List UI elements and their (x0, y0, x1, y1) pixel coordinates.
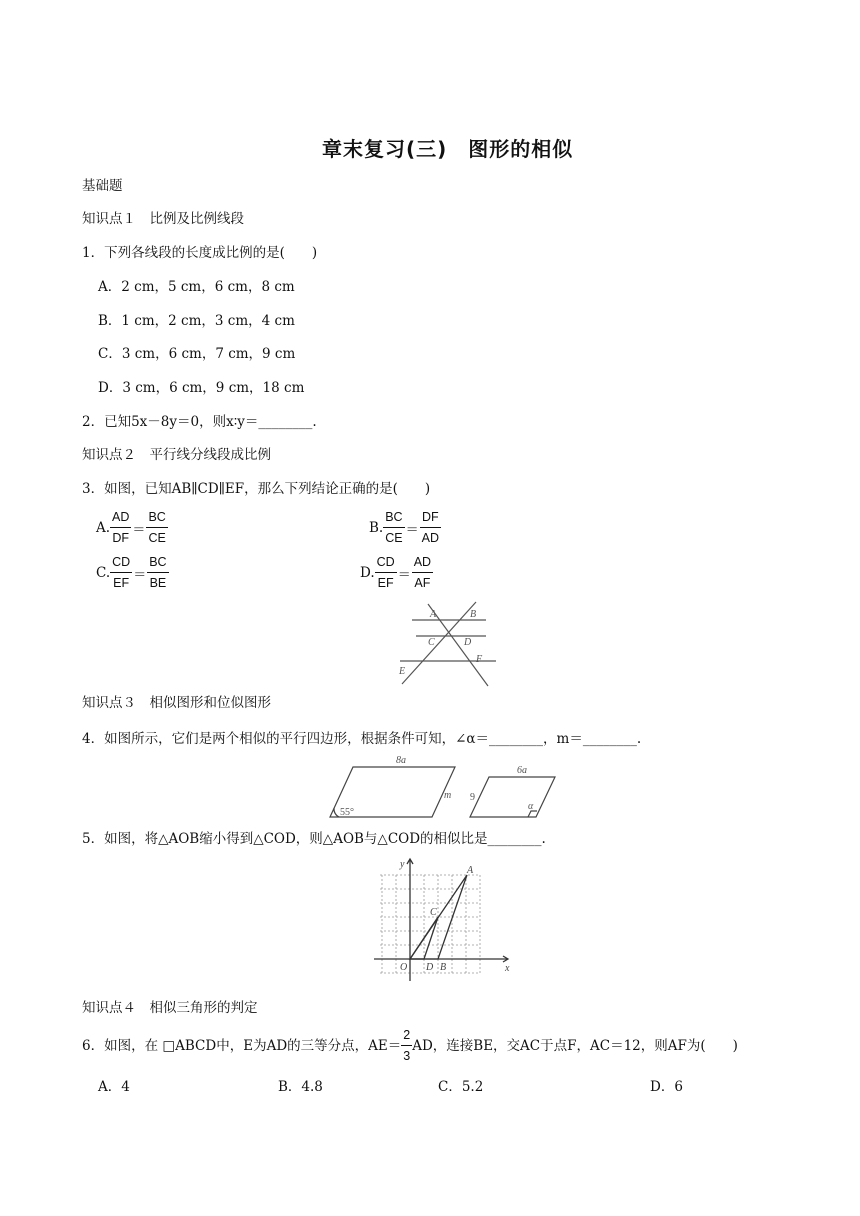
fraction (110, 555, 132, 591)
numerator: BC (383, 510, 404, 528)
q6-stem (82, 1028, 738, 1064)
label-a: A (467, 865, 474, 876)
q6-option-a: A．4 (98, 1079, 130, 1095)
label-55-degree: 55° (340, 807, 354, 818)
q3-parallel-lines-figure (390, 598, 500, 688)
fraction (383, 510, 404, 546)
knowledge-point-2: 知识点２ 平行线分线段成比例 (82, 447, 271, 463)
fraction (146, 510, 167, 546)
denominator: BE (149, 576, 167, 590)
fraction (110, 510, 131, 546)
option-letter: C. (96, 565, 111, 581)
fraction (412, 555, 433, 591)
q3-option-a (96, 510, 168, 546)
q6-option-d: D．6 (650, 1079, 683, 1095)
equals-sign: ＝ (405, 522, 419, 538)
numerator: CD (375, 555, 397, 573)
label-c: C (430, 907, 437, 918)
knowledge-point-3: 知识点３ 相似图形和位似图形 (82, 695, 271, 711)
label-alpha: α (528, 801, 534, 812)
denominator: AD (421, 531, 439, 545)
numerator: AD (110, 510, 131, 528)
label-b: B (440, 962, 447, 973)
denominator: DF (112, 531, 130, 545)
q4-stem: 4．如图所示，它们是两个相似的平行四边形，根据条件可知，∠α＝________，m＝________. (82, 731, 642, 747)
knowledge-point-4: 知识点４ 相似三角形的判定 (82, 1000, 258, 1016)
numerator: DF (420, 510, 441, 528)
label-x: x (505, 963, 510, 974)
q1-option-d: D．3 cm，6 cm，9 cm，18 cm (98, 380, 305, 396)
fraction-two-thirds (401, 1028, 412, 1064)
q4-parallelograms-figure (320, 755, 570, 823)
equals-sign: ＝ (397, 567, 411, 583)
q1-stem: 1．下列各线段的长度成比例的是( ) (82, 245, 318, 261)
label-c: C (428, 637, 435, 648)
label-y: y (400, 859, 405, 870)
q6-stem-end: AD，连接BE，交AC于点F，AC＝12，则AF为( ) (412, 1038, 738, 1054)
numerator: AD (412, 555, 433, 573)
label-8a: 8a (396, 755, 406, 766)
denominator: 3 (403, 1049, 411, 1063)
option-letter: A. (96, 520, 111, 536)
q6-option-b: B．4.8 (278, 1079, 323, 1095)
angle-55-arc (334, 808, 339, 817)
denominator: AF (414, 576, 431, 590)
q3-option-b (369, 510, 441, 546)
option-letter: D. (360, 565, 375, 581)
label-b: B (470, 609, 477, 620)
denominator: CE (385, 531, 403, 545)
label-a: A (430, 609, 437, 620)
q1-option-a: A．2 cm，5 cm，6 cm，8 cm (98, 279, 295, 295)
denominator: CE (148, 531, 166, 545)
numerator: CD (110, 555, 132, 573)
denominator: EF (377, 576, 394, 590)
knowledge-point-1: 知识点１ 比例及比例线段 (82, 211, 244, 227)
numerator: BC (147, 555, 168, 573)
numerator: BC (146, 510, 167, 528)
q2-stem: 2．已知5x－8y＝0，则x∶y＝________. (82, 414, 317, 430)
label-d: D (464, 637, 472, 648)
label-e: E (399, 666, 406, 677)
equals-sign: ＝ (132, 522, 146, 538)
q5-coordinate-figure (370, 855, 520, 985)
q6-stem-start: 6．如图，在 □ABCD中，E为AD的三等分点，AE＝ (82, 1038, 402, 1054)
label-o: O (400, 962, 408, 973)
equals-sign: ＝ (133, 567, 147, 583)
fraction (420, 510, 441, 546)
label-6a: 6a (517, 765, 527, 776)
fraction (147, 555, 168, 591)
denominator: EF (113, 576, 130, 590)
small-parallelogram (470, 777, 555, 817)
q3-option-d (360, 555, 433, 591)
numerator: 2 (401, 1028, 412, 1046)
label-m: m (444, 790, 452, 801)
q1-option-c: C．3 cm，6 cm，7 cm，9 cm (98, 346, 296, 362)
label-d: D (426, 962, 434, 973)
option-letter: B. (369, 520, 384, 536)
fraction (375, 555, 397, 591)
section-heading: 基础题 (82, 178, 123, 194)
q1-option-b: B．1 cm，2 cm，3 cm，4 cm (98, 313, 295, 329)
label-9: 9 (470, 792, 475, 803)
q6-option-c: C．5.2 (438, 1079, 484, 1095)
q5-stem: 5．如图，将△AOB缩小得到△COD，则△AOB与△COD的相似比是________. (82, 831, 546, 847)
q3-stem: 3．如图，已知AB∥CD∥EF，那么下列结论正确的是( ) (82, 481, 431, 497)
q3-option-c (96, 555, 169, 591)
label-f: F (476, 654, 483, 665)
page-title: 章末复习(三) 图形的相似 (322, 137, 574, 161)
